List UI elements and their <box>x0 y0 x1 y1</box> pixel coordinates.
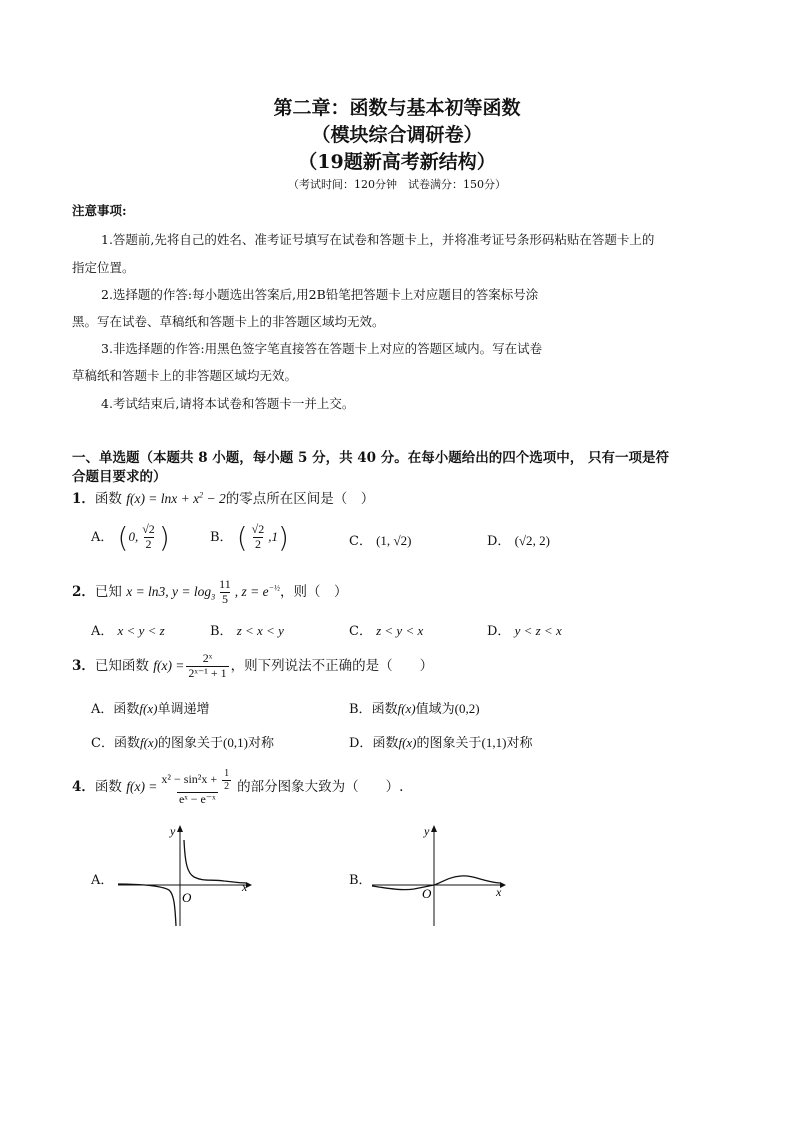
option-label: C． <box>349 534 372 549</box>
function-tail: − 2 <box>203 491 226 506</box>
option-value-sqrt: √2 <box>393 533 408 548</box>
y-axis-arrow <box>177 825 183 832</box>
option-value: x < y < z <box>117 623 165 638</box>
origin-label: O <box>182 890 192 905</box>
expr-part-2: , z = e <box>234 583 269 599</box>
option-function: f(x) <box>139 701 158 716</box>
function-expr: f(x) = <box>126 778 158 794</box>
page-subtitle: （模块综合调研卷） <box>311 124 483 146</box>
frac-numerator: √2 <box>251 522 265 537</box>
option-label: D． <box>487 624 511 639</box>
option-label: B． <box>210 624 233 639</box>
option-label: A． <box>91 702 114 717</box>
frac-numerator: 11 <box>219 577 231 591</box>
origin-label: O <box>422 886 432 901</box>
frac-denominator: 2ˣ⁻¹ + 1 <box>188 665 227 680</box>
question-number: 1． <box>72 491 95 507</box>
option-value: ,1 <box>268 529 278 544</box>
option-value: (0,1) <box>223 735 248 750</box>
option-label: C． <box>91 736 114 751</box>
option-d[interactable] <box>487 620 562 639</box>
option-a[interactable]: A． (0, $\frac{√2}{2}$ ) <box>91 521 170 554</box>
option-b[interactable] <box>210 620 284 639</box>
option-value-sqrt: √2 <box>518 533 533 548</box>
notice-item-3-cont: 草稿纸和答题卡上的非答题区域均无效。 <box>72 368 298 383</box>
option-label: B． <box>210 530 233 545</box>
log-base: 3 <box>211 592 216 602</box>
option-value: (1,1) <box>481 735 507 750</box>
function-expr: f(x) = lnx + x <box>126 491 200 506</box>
option-text-mid: 的图象关于 <box>158 736 224 751</box>
option-a[interactable] <box>91 620 165 639</box>
exam-info: （考试时间：120分钟 试卷满分：150分） <box>288 178 506 191</box>
option-function: f(x) <box>397 701 416 716</box>
frac-numerator: √2 <box>142 522 155 537</box>
notice-item-3: 3.非选择题的作答:用黑色签字笔直接答在答题卡上对应的答题区域内。写在试卷 <box>101 341 543 356</box>
option-d[interactable] <box>487 530 550 549</box>
question-3 <box>72 652 433 681</box>
option-text: 函数 <box>113 702 140 717</box>
expr-part-1: x = ln3, y = log <box>126 583 212 599</box>
option-function: f(x) <box>398 735 417 750</box>
question-prefix: 已知函数 <box>94 657 149 674</box>
option-label: A． <box>91 624 114 639</box>
option-label: B． <box>349 702 372 717</box>
half-denominator: 2 <box>224 780 230 792</box>
option-text-mid: 的图象关于 <box>416 736 482 751</box>
option-label: D． <box>487 534 511 549</box>
option-value-close: , 2) <box>532 533 550 548</box>
notice-heading: 注意事项: <box>72 203 127 218</box>
exponent: −½ <box>268 583 280 593</box>
option-value-close: ) <box>407 533 412 548</box>
question-prefix: 函数 <box>94 778 122 795</box>
page-title: 第二章：函数与基本初等函数 <box>273 97 521 119</box>
question-4 <box>72 768 403 807</box>
option-a[interactable] <box>91 869 113 888</box>
notice-item-2-cont: 黑。写在试卷、草稿纸和答题卡上的非答题区域均无效。 <box>72 314 385 329</box>
option-text: 函数 <box>372 736 399 751</box>
function-expr: f(x) = <box>153 657 185 673</box>
question-prefix: 已知 <box>94 583 122 600</box>
option-a[interactable] <box>91 698 209 717</box>
page-subtitle-2: （19题新高考新结构） <box>298 151 496 173</box>
frac-denominator: 2 <box>145 537 152 551</box>
option-text: 函数 <box>113 736 140 751</box>
question-number: 4． <box>72 778 95 795</box>
question-suffix: ，则（ ） <box>280 583 348 600</box>
option-c[interactable] <box>91 732 274 751</box>
curve-left <box>118 884 176 926</box>
option-c[interactable] <box>349 620 423 639</box>
y-axis-arrow <box>431 825 437 832</box>
question-suffix: 的零点所在区间是（ ） <box>225 491 375 507</box>
option-label: B． <box>349 873 372 888</box>
option-value: y < z < x <box>514 623 562 638</box>
option-value: z < x < y <box>236 623 284 638</box>
question-number: 2． <box>72 583 95 600</box>
option-label: C． <box>349 624 372 639</box>
notice-item-1-cont: 指定位置。 <box>72 260 135 275</box>
frac-numerator: 2ˣ <box>202 651 213 665</box>
option-b[interactable]: B． ( $\frac{√2}{2}$ ,1) <box>210 521 289 554</box>
frac-numerator: x² − sin²x + <box>161 771 221 786</box>
notice-item-1: 1.答题前,先将自己的姓名、准考证号填写在试卷和答题卡上，并将准考证号条形码粘贴在答题卡上的 <box>101 232 655 247</box>
option-label: D． <box>349 736 373 751</box>
graph-option-a[interactable] <box>112 818 257 930</box>
option-label: A． <box>91 530 114 545</box>
question-number: 3． <box>72 657 95 674</box>
y-label: y <box>424 824 430 838</box>
frac-denominator: eˣ − e⁻ˣ <box>178 792 216 806</box>
option-function: f(x) <box>139 735 159 750</box>
option-value: 0, <box>128 529 139 544</box>
question-1 <box>72 487 374 507</box>
x-label: x <box>242 880 248 894</box>
section-heading-cont: 合题目要求的） <box>72 469 167 485</box>
curve-right <box>184 840 246 883</box>
option-value: ( <box>514 533 519 548</box>
graph-option-b[interactable] <box>366 818 511 930</box>
option-text-end: 单调递增 <box>157 702 210 717</box>
question-suffix: ，则下列说法不正确的是（ ） <box>230 657 434 674</box>
half-numerator: 1 <box>224 768 230 779</box>
x-label: x <box>496 885 502 899</box>
notice-item-4: 4.考试结束后,请将本试卷和答题卡一并上交。 <box>101 396 355 411</box>
option-text-end: 对称 <box>247 736 274 751</box>
option-b[interactable] <box>349 698 480 717</box>
option-d[interactable] <box>349 732 532 751</box>
option-value: (0,2) <box>454 701 480 716</box>
y-label: y <box>170 824 176 838</box>
frac-denominator: 5 <box>221 591 228 606</box>
option-text-mid: 值域为 <box>415 702 455 717</box>
question-2 <box>72 578 348 607</box>
option-text-end: 对称 <box>506 736 533 751</box>
question-prefix: 函数 <box>94 491 122 507</box>
option-value: (1, <box>376 533 394 548</box>
section-heading: 一、单选题（本题共 8 小题，每小题 5 分，共 40 分。在每小题给出的四个选项中， 只有一项是符 <box>72 450 669 466</box>
option-text: 函数 <box>371 702 398 717</box>
curve <box>372 876 500 890</box>
notice-item-2: 2.选择题的作答:每小题选出答案后,用2B铅笔把答题卡上对应题目的答案标号涂 <box>101 287 539 302</box>
exponent: 2 <box>199 490 204 500</box>
option-label: A． <box>91 873 114 888</box>
frac-denominator: 2 <box>254 537 261 551</box>
question-suffix: 的部分图象大致为（ ）. <box>237 778 404 795</box>
option-value: z < y < x <box>376 623 424 638</box>
option-c[interactable] <box>349 530 411 549</box>
